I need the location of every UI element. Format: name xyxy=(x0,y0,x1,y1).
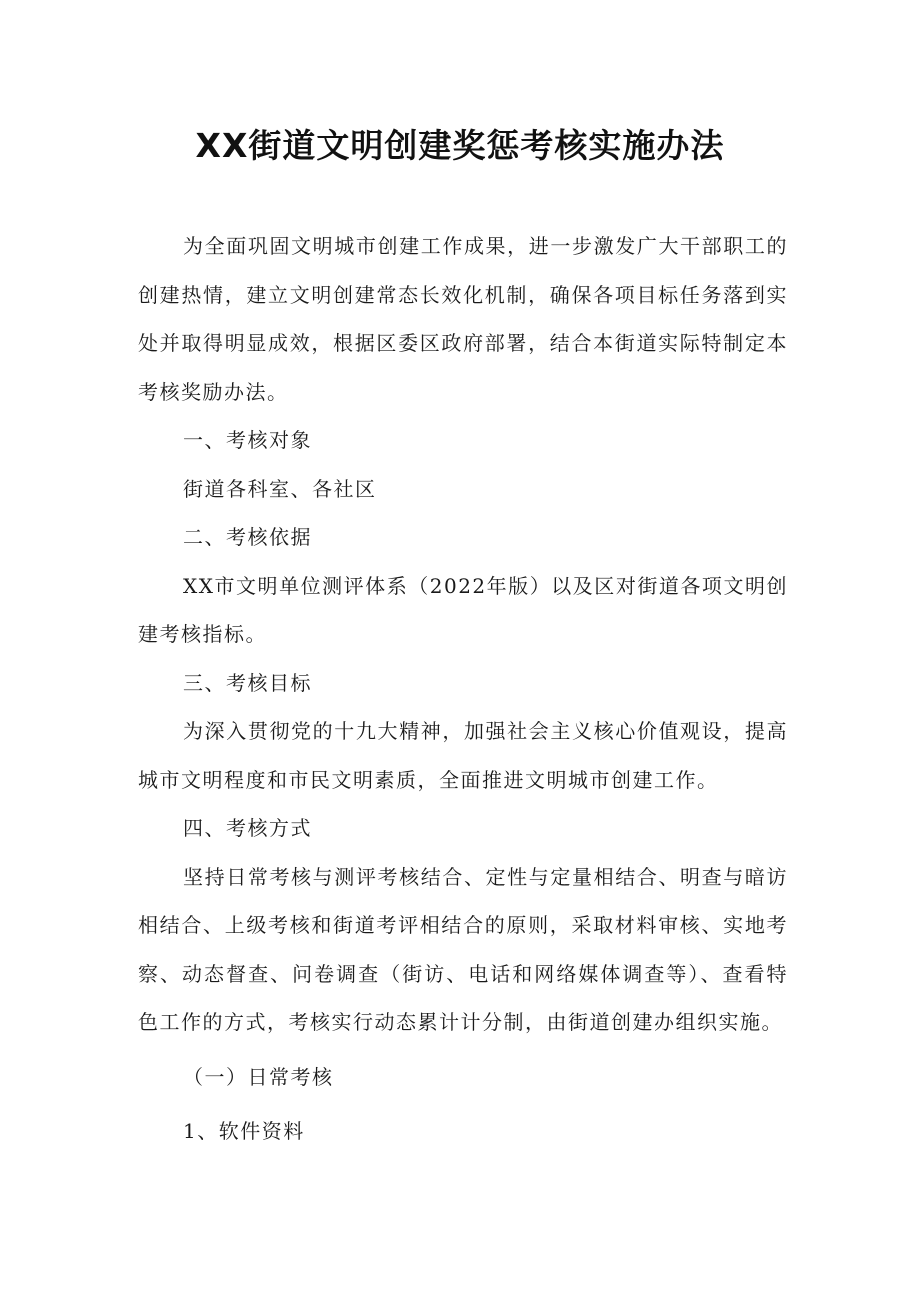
section-content-2: XX市文明单位测评体系（2022年版）以及区对街道各项文明创建考核指标。 xyxy=(138,573,788,646)
section-content-1: 街道各科室、各社区 xyxy=(183,476,377,501)
subsection-heading-1: （一）日常考核 xyxy=(183,1064,334,1089)
subsection-item-1: 1、软件资料 xyxy=(183,1119,305,1143)
document-body xyxy=(138,222,788,1156)
section-content-3: 为深入贯彻党的十九大精神，加强社会主义核心价值观设，提高城市文明程度和市民文明素质，全面推进文明城市创建工作。 xyxy=(138,719,788,792)
section-content-4: 坚持日常考核与测评考核结合、定性与定量相结合、明查与暗访相结合、上级考核和街道考评相结合的原则，采取材料审核、实地考察、动态督查、问卷调查（街访、电话和网络媒体调查等）、查看特色工作的方式，考核实行动态累计计分制，由街道创建办组织实施。 xyxy=(138,864,788,1034)
section-heading-2: 二、考核依据 xyxy=(183,525,312,549)
section-heading-4: 四、考核方式 xyxy=(183,816,312,840)
section-heading-3: 三、考核目标 xyxy=(183,670,312,695)
intro-paragraph: 为全面巩固文明城市创建工作成果，进一步激发广大干部职工的创建热情，建立文明创建常态长效化机制，确保各项目标任务落到实处并取得明显成效，根据区委区政府部署，结合本街道实际特制定本考核奖励办法。 xyxy=(138,234,788,404)
document-title: XX街道文明创建奖惩考核实施办法 xyxy=(195,126,725,165)
section-heading-1: 一、考核对象 xyxy=(183,428,312,452)
